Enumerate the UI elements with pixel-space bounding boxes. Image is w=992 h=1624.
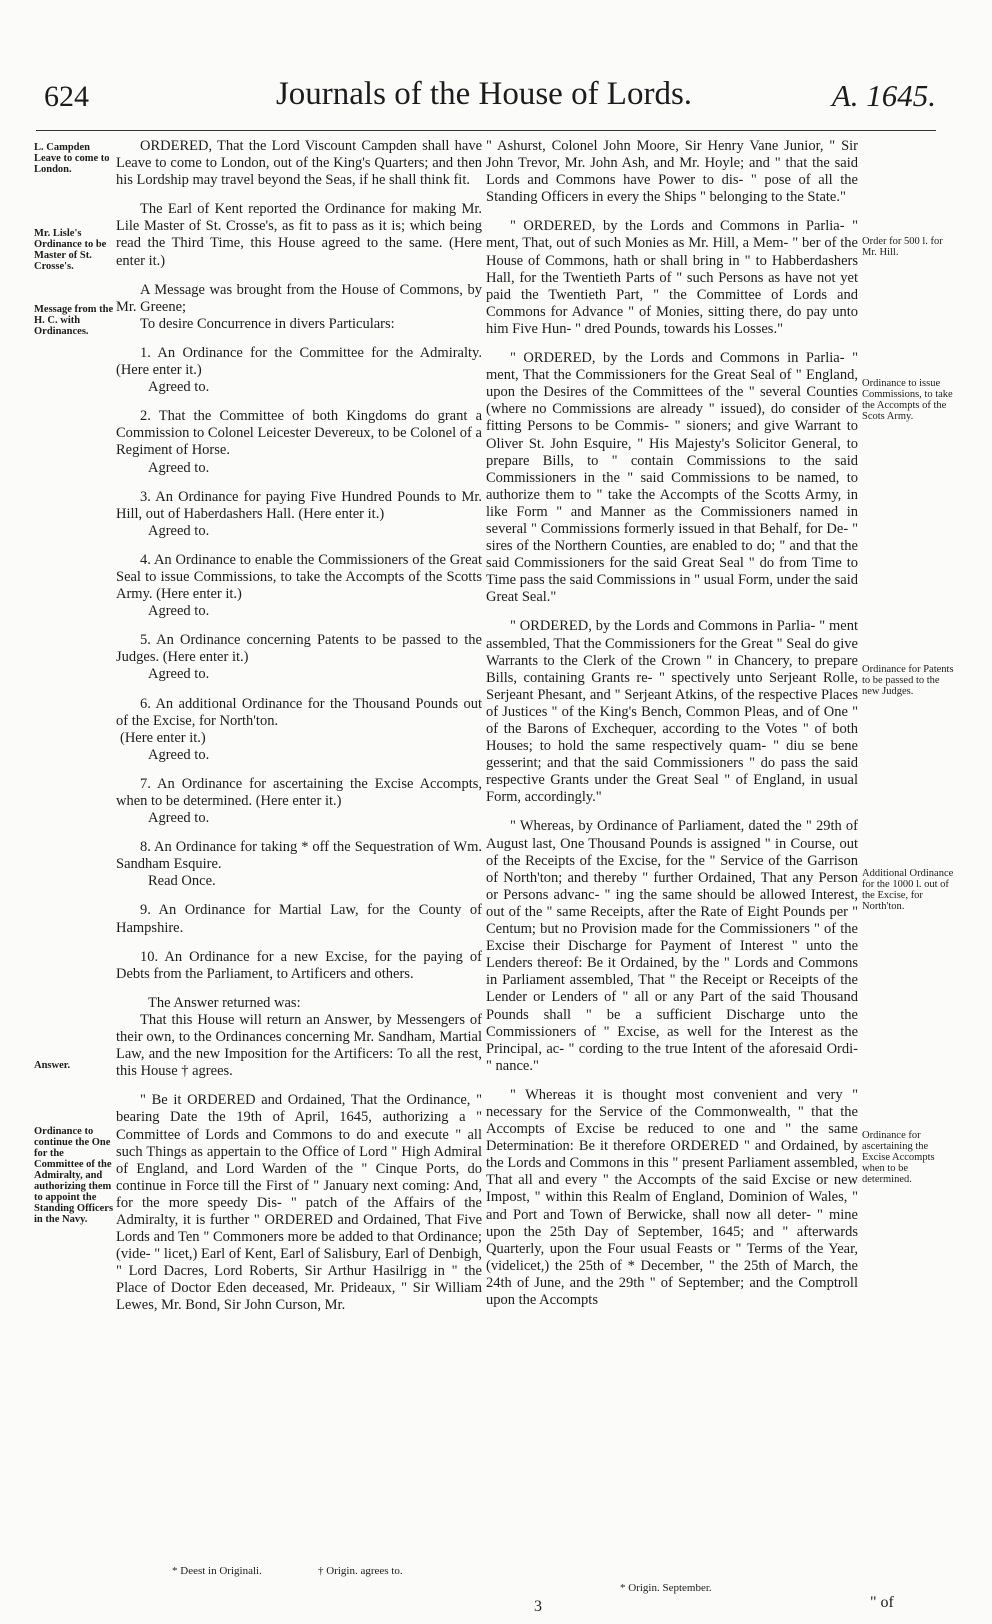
item-4: 4. An Ordinance to enable the Commissioners of the Great Seal to issue Commissions, to take the Accompts of the Scotts Army. (Here enter it.) xyxy=(116,551,482,603)
footnote-deest: * Deest in Originali. xyxy=(172,1565,262,1577)
margin-note-lisle: Mr. Lisle's Ordinance to be Master of St. Crosse's. xyxy=(34,228,107,272)
paragraph-lisle: The Earl of Kent reported the Ordinance for making Mr. Lile Master of St. Crosse's, as fit to pass as it is; which being read the Third Time, this House agreed to the same. (Here enter it.) xyxy=(116,201,482,269)
margin-note-message: Message from the H. C. with Ordinances. xyxy=(34,304,114,337)
year-label: A. 1645. xyxy=(831,78,936,113)
item-3: 3. An Ordinance for paying Five Hundred Pounds to Mr. Hill, out of Haberdashers Hall. (Here enter it.) xyxy=(116,488,482,522)
margin-note-hill: Order for 500 l. for Mr. Hill. xyxy=(862,236,943,258)
margin-note-answer: Answer. xyxy=(34,1060,71,1071)
admiralty-ordinance: " Be it ORDERED and Ordained, That the Ordinance, " bearing Date the 19th of April, 1645, authorizing a " Committee of Lords and Commons to do and execute " all such Things as appertain to the Office of Lord " High Admiral of England, and Lord Warden of the " Cinque Ports, do continue in Force till the First of " January next coming: And, for the more speedy Dis- " patch of the Affairs of the Admiralty, it is further " ORDERED and Ordained, That Five Lords and Ten " Commoners more be added to that Ordinance; (vide- " licet,) Earl of Kent, Earl of Salisbury, Earl of Denbigh, " Lord Dacres, Lord Roberts, Sir Arthur Hasilrigg in " the Place of Doctor Eden deceased, Mr. Prideaux, " Sir William Lewes, Mr. Bond, Sir John Curson, Mr. xyxy=(116,1092,482,1314)
item-7-status: Agreed to. xyxy=(148,810,210,827)
answer-heading: The Answer returned was: xyxy=(148,994,301,1011)
left-column xyxy=(116,138,482,1315)
margin-note-judges: Ordinance for Patents to be passed to the new Judges. xyxy=(862,664,954,697)
catchword: " of xyxy=(870,1594,894,1611)
footnote-origin-agrees: † Origin. agrees to. xyxy=(318,1565,403,1577)
item-10: 10. An Ordinance for a new Excise, for the paying of Debts from the Parliament, to Artificers and others. xyxy=(116,948,482,982)
item-9: 9. An Ordinance for Martial Law, for the County of Hampshire. xyxy=(116,902,482,936)
margin-note-northton: Additional Ordinance for the 1000 l. out of the Excise, for North'ton. xyxy=(862,868,954,912)
item-6-enter: (Here enter it.) xyxy=(120,729,206,746)
item-8-status: Read Once. xyxy=(148,873,216,890)
item-6: 6. An additional Ordinance for the Thousand Pounds out of the Excise, for North'ton. xyxy=(116,695,482,729)
journal-title: Journals of the House of Lords. xyxy=(275,76,693,112)
item-6-status: Agreed to. xyxy=(148,746,210,763)
item-4-status: Agreed to. xyxy=(148,603,210,620)
margin-note-campden: L. Campden Leave to come to London. xyxy=(34,142,110,175)
item-5: 5. An Ordinance concerning Patents to be passed to the Judges. (Here enter it.) xyxy=(116,632,482,666)
paragraph-message: A Message was brought from the House of Commons, by Mr. Greene; xyxy=(116,281,482,315)
margin-note-excise: Ordinance for ascertaining the Excise Accompts when to be determined. xyxy=(862,1130,935,1185)
ordinance-northton: " Whereas, by Ordinance of Parliament, dated the " 29th of August last, One Thousand Pounds is assigned " in Course, out of the Receipts of the Excise, for the " Service of the Garrison of North'ton; and thereby " further Ordained, That any Person or Persons advanc- " ing the same should be allowed Interest, out of the " same Receipts, after the Rate of Eight Pounds per " Centum; but no Provision made for the Commissioners " of the Excise their Discharge for Payment of Interest " unto the Lenders thereof: Be it Ordained, by the " Lords and Commons in Parliament assembled, That " the Receipt or Receipts of the Lender or Lenders of " all or any Part of the said Thousand Pounds shall " be a sufficient Discharge unto the Commissioners of " Excise, as well for the Interest as the Principal, ac- " cording to the true Intent of the aforesaid Ordi- " nance." xyxy=(486,818,858,1074)
answer-text: That this House will return an Answer, by Messengers of their own, to the Ordinances concerning Mr. Sandham, Martial Law, and the new Imposition for the Artificers: To all the rest, this House † agrees. xyxy=(116,1011,482,1080)
header-rule xyxy=(36,130,936,131)
admiralty-continued: " Ashurst, Colonel John Moore, Sir Henry Vane Junior, " Sir John Trevor, Mr. John Ash, and Mr. Hoyle; and " that the said Lords and Commons have Power to dis- " pose of all the Standing Officers in every the Ships " belonging to the State." xyxy=(486,138,858,206)
order-scots-army: " ORDERED, by the Lords and Commons in Parlia- " ment, That the Commissioners for the Great Seal of " England, upon the Desires of the Committees of the " several Counties (where no Commissions are already " issued), do consider of fitting Persons to be Commis- " sioners; and give Warrant to Oliver St. John Esquire, " His Majesty's Solicitor General, to prepare Bills, to " contain Commissions to the said Commissioners in the " said Commissions to be named, to authorize them to " take the Accompts of the Scotts Army, in like Form " and Manner as the Commissioners named in several " Commissions formerly issued in that Behalf, for De- " sires of the Northern Counties, are enabled to do; " and that the said Commissioners for the said Great Seal " do from Time to Time pass the said Commissions in " usual Form, under the said Great Seal." xyxy=(486,350,858,606)
item-2: 2. That the Committee of both Kingdoms do grant a Commission to Colonel Leicester Devereux, to be Colonel of a Regiment of Horse. xyxy=(116,408,482,459)
page-header xyxy=(34,76,934,120)
item-8: 8. An Ordinance for taking * off the Sequestration of Wm. Sandham Esquire. xyxy=(116,839,482,873)
order-judges: " ORDERED, by the Lords and Commons in Parlia- " ment assembled, That the Commissioners for the Great " Seal do give Warrants to the Clerk of the Crown " in Chancery, to prepare Bills, containing Grants re- " spectively unto Serjeant Rolle, Serjeant Phesant, and " Serjeant Atkins, of the respective Places of Justices " of the King's Bench, Common Pleas, and of One " of the Barons of Exchequer, according to the Votes " of both Houses; to hold the same respectively quam- " diu se bene gesserint; and that the said Commissioners " do pass the said respective Grants under the Great Seal " of England, in usual Form, accordingly." xyxy=(486,618,858,806)
item-1-status: Agreed to. xyxy=(148,379,210,396)
margin-note-admiralty: Ordinance to continue the One for the Committee of the Admiralty, and authorizing them to appoint the Standing Officers in the Navy. xyxy=(34,1126,114,1225)
paragraph-campden: ORDERED, That the Lord Viscount Campden shall have Leave to come to London, out of the King's Quarters; and then his Lordship may travel beyond the Seas, if he shall think fit. xyxy=(116,138,482,189)
margin-note-scots-army: Ordinance to issue Commissions, to take the Accompts of the Scots Army. xyxy=(862,378,953,422)
item-3-status: Agreed to. xyxy=(148,522,210,539)
page-number: 624 xyxy=(44,80,89,113)
item-1: 1. An Ordinance for the Committee for the Admiralty. (Here enter it.) xyxy=(116,344,482,379)
right-column xyxy=(486,138,858,1309)
item-7: 7. An Ordinance for ascertaining the Excise Accompts, when to be determined. (Here enter it.) xyxy=(116,775,482,809)
paragraph-concurrence: To desire Concurrence in divers Particulars: xyxy=(140,315,395,332)
signature-mark: 3 xyxy=(534,1598,542,1615)
footnote-origin-september: * Origin. September. xyxy=(620,1582,712,1594)
order-hill: " ORDERED, by the Lords and Commons in Parlia- " ment, That, out of such Monies as Mr. Hill, a Mem- " ber of the House of Commons, hath or shall bring in " to Habberdashers Hall, for the Twentieth Parts of " such Persons as have not yet paid the Twentieth Part, " the Committee of Lords and Commons for Advance " of Monies, sitting there, do pay unto him Five Hun- " dred Pounds, towards his Losses." xyxy=(486,218,858,337)
item-2-status: Agreed to. xyxy=(148,459,210,476)
item-5-status: Agreed to. xyxy=(148,666,210,683)
ordinance-excise: " Whereas it is thought most convenient and very " necessary for the Service of the Commonwealth, " that the Accompts of Excise be reduced to one and " the same Determination: Be it therefore ORDERED " and Ordained, by the Lords and Commons in this " present Parliament assembled, That all and every " the Accompts of the said Excise or new Impost, " within this Realm of England, Dominion of Wales, " and Port and Town of Berwicke, shall now all deter- " mine upon the 25th Day of September, 1645; and " afterwards Quarterly, upon the Four usual Feasts or " Terms of the Year, (videlicet,) the 25th of * December, " the 25th of March, the 24th of June, and the 29th " of September; and the Comptroll upon the Accompts xyxy=(486,1086,858,1308)
